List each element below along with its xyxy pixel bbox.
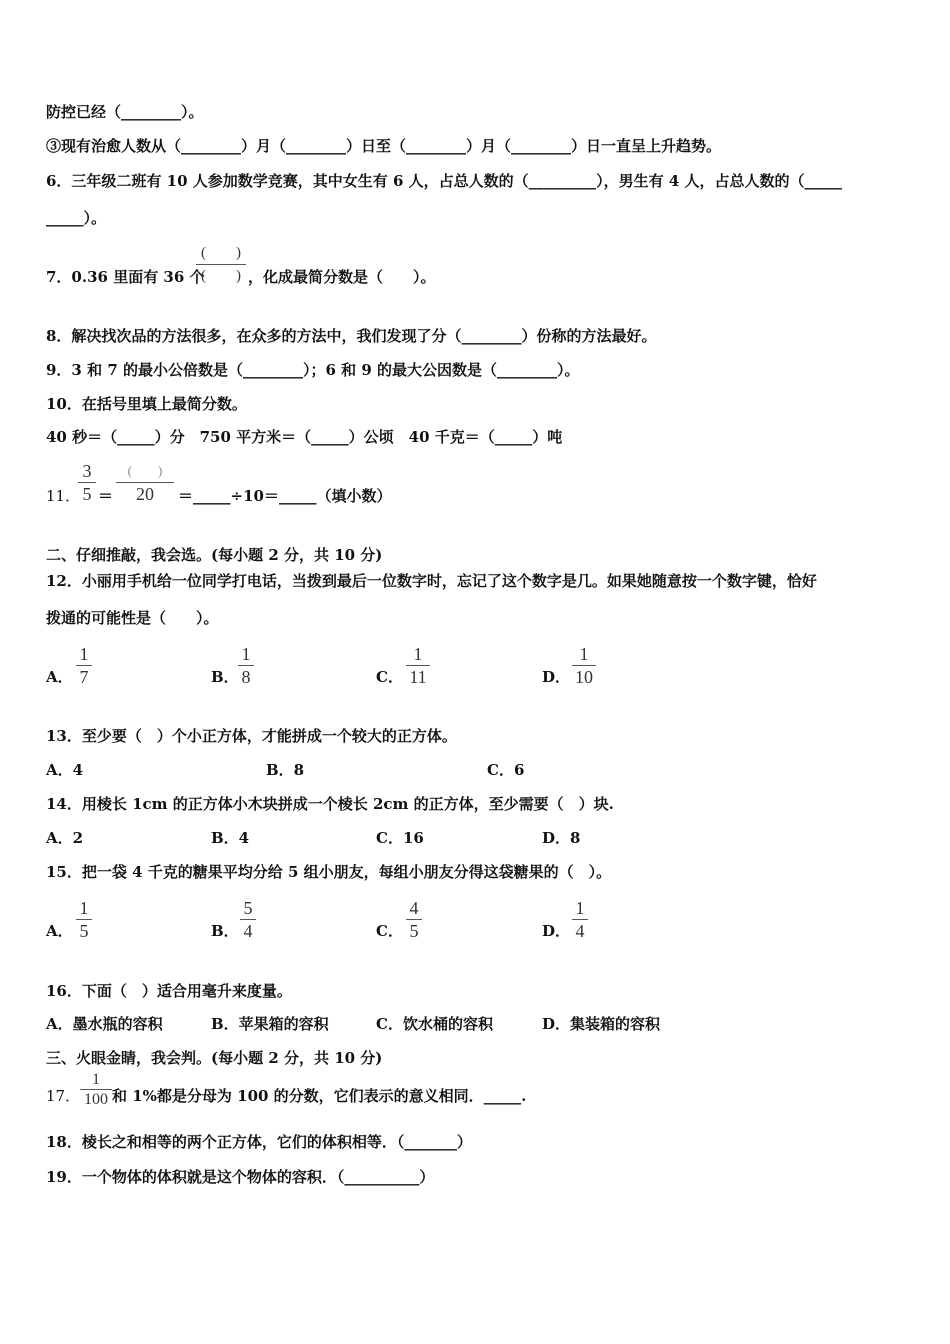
q16-option-a[interactable]: A．墨水瓶的容积 (46, 1015, 163, 1033)
question-11-number: 11． (46, 487, 81, 505)
fraction-numerator: 1 (79, 644, 89, 664)
fraction-bar (78, 482, 96, 483)
q11-fraction-blank-20 (116, 461, 174, 504)
fraction-numerator: 1 (92, 1071, 100, 1088)
q13-option-a[interactable]: A．4 (46, 761, 84, 779)
question-13: 13．至少要（ ）个小正方体，才能拼成一个较大的正方体。 (46, 727, 457, 745)
q15-option-a-fraction (76, 898, 92, 941)
q12-option-b-label[interactable]: B． (211, 668, 239, 686)
q12-option-b-fraction (238, 644, 254, 687)
question-7-prefix: 7．0.36 里面有 36 个 (46, 268, 205, 286)
fraction-denominator: 4 (575, 921, 585, 941)
q15-option-c-fraction (406, 898, 422, 941)
fraction-denominator: 7 (79, 667, 89, 687)
question-6-line-2: _____）。 (46, 209, 107, 227)
q12-option-a-label[interactable]: A． (46, 668, 73, 686)
q15-option-d-label[interactable]: D． (542, 922, 571, 940)
fraction-denominator: 11 (409, 667, 427, 687)
fraction-bar (80, 1089, 112, 1090)
fraction-denominator: 10 (575, 667, 593, 687)
question-18: 18．棱长之和相等的两个正方体，它们的体积相等．（_______） (46, 1133, 472, 1151)
fraction-denominator: 5 (79, 921, 89, 941)
q14-option-b[interactable]: B．4 (211, 829, 250, 847)
fraction-bar (240, 919, 256, 920)
q14-option-d[interactable]: D．8 (542, 829, 581, 847)
fraction-bar (76, 919, 92, 920)
q5-continuation-line: 防控已经（________）。 (46, 103, 204, 121)
fraction-numerator: 5 (243, 898, 253, 918)
question-12-line-2: 拨通的可能性是（ ）。 (46, 609, 219, 627)
fraction-numerator: 4 (409, 898, 419, 918)
q12-option-d-fraction (572, 644, 596, 687)
fraction-bar (76, 665, 92, 666)
question-10: 10．在括号里填上最简分数。 (46, 395, 247, 413)
fraction-denominator: 5 (409, 921, 419, 941)
fraction-numerator: 3 (82, 461, 92, 481)
fraction-bar (238, 665, 254, 666)
q11-equals: ＝ (98, 487, 114, 505)
question-14: 14．用棱长 1cm 的正方体小木块拼成一个棱长 2cm 的正方体，至少需要（ ）块. (46, 795, 614, 813)
q13-option-c[interactable]: C．6 (487, 761, 525, 779)
question-6-line-1: 6．三年级二班有 10 人参加数学竞赛，其中女生有 6 人，占总人数的（_________），男生有 4 人，占总人数的（_____ (46, 172, 843, 190)
question-9: 9．3 和 7 的最小公倍数是（________）；6 和 9 的最大公因数是（________）。 (46, 361, 580, 379)
q12-option-d-label[interactable]: D． (542, 668, 571, 686)
fraction-bar (196, 264, 246, 265)
q12-option-a-fraction (76, 644, 92, 687)
question-19: 19．一个物体的体积就是这个物体的容积．（__________） (46, 1168, 435, 1186)
question-16: 16．下面（ ）适合用毫升来度量。 (46, 982, 292, 1000)
fraction-numerator: 1 (413, 644, 423, 664)
question-12-line-1: 12．小丽用手机给一位同学打电话，当拨到最后一位数字时，忘记了这个数字是几。如果她随意按一个数字键，恰好 (46, 572, 817, 590)
q11-fraction-3-5 (78, 461, 96, 504)
question-17-text: 和 1%都是分母为 100 的分数，它们表示的意义相同．_____. (112, 1087, 527, 1105)
question-15: 15．把一袋 4 千克的糖果平均分给 5 组小朋友，每组小朋友分得这袋糖果的（ ）。 (46, 863, 612, 881)
fraction-denominator: 5 (82, 484, 92, 504)
q17-fraction-1-100 (80, 1071, 112, 1108)
fraction-denominator: 100 (84, 1091, 108, 1108)
fraction-numerator: 1 (579, 644, 589, 664)
q16-option-b[interactable]: B．苹果箱的容积 (211, 1015, 329, 1033)
question-7-suffix: ，化成最简分数是（ ）。 (248, 268, 436, 286)
q15-option-b-label[interactable]: B． (211, 922, 239, 940)
question-17-number: 17． (46, 1087, 81, 1105)
section-3-heading: 三、火眼金睛，我会判。(每小题 2 分，共 10 分) (46, 1049, 383, 1067)
section-2-heading: 二、仔细推敲，我会选。(每小题 2 分，共 10 分) (46, 546, 383, 564)
question-8: 8．解决找次品的方法很多，在众多的方法中，我们发现了分（________）份称的方法最好。 (46, 327, 657, 345)
fraction-bar (406, 919, 422, 920)
fraction-numerator: 1 (241, 644, 251, 664)
fraction-numerator: ( ) (127, 463, 163, 478)
q15-option-d-fraction (572, 898, 588, 941)
q12-option-c-label[interactable]: C． (376, 668, 403, 686)
fraction-numerator: 1 (79, 898, 89, 918)
fraction-numerator: 1 (575, 898, 585, 918)
q7-blank-fraction (196, 243, 246, 286)
fraction-bar (572, 919, 588, 920)
fraction-denominator: 20 (136, 484, 154, 504)
q12-option-c-fraction (406, 644, 430, 687)
q16-option-d[interactable]: D．集装箱的容积 (542, 1015, 661, 1033)
question-10-items: 40 秒＝（_____）分 750 平方米＝（_____）公顷 40 千克＝（_____）吨 (46, 428, 563, 446)
q15-option-a-label[interactable]: A． (46, 922, 73, 940)
q15-option-c-label[interactable]: C． (376, 922, 403, 940)
q14-option-a[interactable]: A．2 (46, 829, 84, 847)
q15-option-b-fraction (240, 898, 256, 941)
fraction-denominator: ( ) (201, 268, 241, 284)
q13-option-b[interactable]: B．8 (266, 761, 305, 779)
fraction-bar (572, 665, 596, 666)
q11-tail: ＝_____÷10＝_____（填小数） (178, 487, 392, 505)
fraction-denominator: 4 (243, 921, 253, 941)
q16-option-c[interactable]: C．饮水桶的容积 (376, 1015, 493, 1033)
fraction-denominator: 8 (241, 667, 251, 687)
q5-item-3: ③现有治愈人数从（________）月（________）日至（________）月（________）日一直呈上升趋势。 (46, 137, 722, 155)
fraction-bar (116, 482, 174, 483)
q14-option-c[interactable]: C．16 (376, 829, 424, 847)
fraction-numerator: ( ) (201, 245, 241, 261)
fraction-bar (406, 665, 430, 666)
